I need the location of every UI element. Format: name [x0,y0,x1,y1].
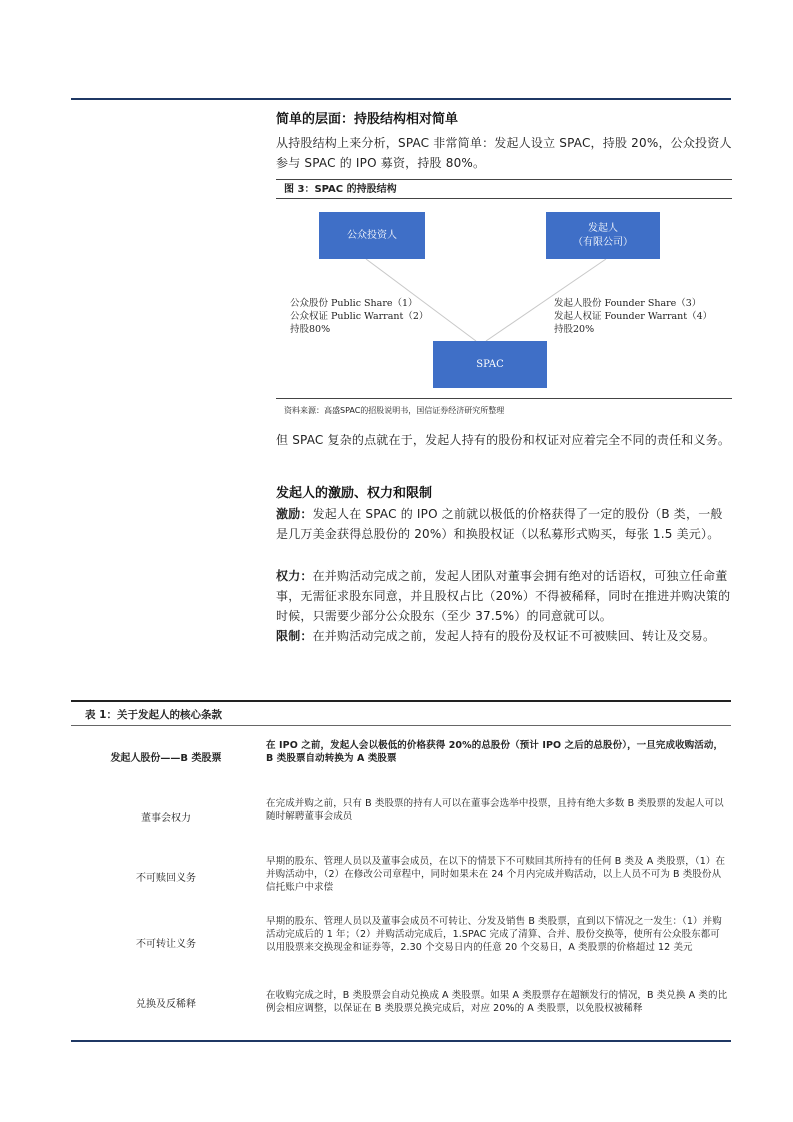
table-row-label: 不可转让义务 [136,939,196,950]
table-row-text: 早期的股东、管理人员以及董事会成员，在以下的情景下不可赎回其所持有的任何 B 类及 A 类股票，（1）在并购活动中，（2）在修改公司章程中，同时如果未在 24 个月内完成并购活动，以上人员不可为 B 类股份从信托账户中求偿 [266,856,726,893]
table-row-text: 在完成并购之前，只有 B 类股票的持有人可以在董事会选举中投票，且持有绝大多数 B 类股票的发起人可以随时解聘董事会成员 [266,798,724,822]
paragraph-incentive [276,504,732,544]
founder-warrant-label: 发起人权证 Founder Warrant（4） [554,311,713,322]
incentive-text: 发起人在 SPAC 的 IPO 之前就以极低的价格获得了一定的股份（B 类，一般是几万美金获得总股份的 20%）和换股权证（以私募形式购买，每张 1.5 美元）。 [276,507,723,541]
power-label: 权力： [276,569,313,583]
paragraph-structure: 从持股结构上来分析，SPAC 非常简单：发起人设立 SPAC，持股 20%，公众投资人参与 SPAC 的 IPO 募资，持股 80%。 [276,136,732,170]
limit-label: 限制： [276,629,313,643]
founder-box [546,212,660,259]
table-title: 表 1：关于发起人的核心条款 [71,700,731,726]
table-row-label: 董事会权力 [141,813,191,824]
spac-box: SPAC [433,341,547,388]
ownership-diagram [276,199,732,398]
public-investor-box: 公众投资人 [319,212,425,259]
section-heading-structure: 简单的层面：持股结构相对简单 [276,112,459,127]
table-row-text: 在 IPO 之前，发起人会以极低的价格获得 20%的总股份（预计 IPO 之后的总股份），一旦完成收购活动，B 类股票自动转换为 A 类股票 [266,740,724,764]
public-holdings-labels [290,297,428,336]
table-row-label: 发起人股份——B 类股票 [110,753,222,764]
founder-stake-label: 持股20% [554,324,595,335]
power-text: 在并购活动完成之前，发起人团队对董事会拥有绝对的话语权，可独立任命董事，无需征求股东同意，并且股权占比（20%）不得被稀释，同时在推进并购决策的时候，只需要少部分公众股东（至少 37.5%）的同意就可以。 [276,569,731,623]
founder-holdings-labels [554,297,712,336]
founder-box-line1: 发起人 [588,222,618,234]
founder-share-label: 发起人股份 Founder Share（3） [554,298,702,309]
paragraph-complexity: 但 SPAC 复杂的点就在于，发起人持有的股份和权证对应着完全不同的责任和义务。 [276,433,731,447]
figure-title: 图 3：SPAC 的持股结构 [276,179,732,199]
founder-box-line2: （有限公司） [573,236,633,248]
footer-rule [71,1040,731,1042]
limit-text: 在并购活动完成之前，发起人持有的股份及权证不可被赎回、转让及交易。 [312,629,716,643]
figure-source: 资料来源：高盛SPAC的招股说明书，国信证券经济研究所整理 [276,398,732,416]
table-row-text: 早期的股东、管理人员以及董事会成员不可转让、分发及销售 B 类股票，直到以下情况之一发生：（1）并购活动完成后的 1 年；（2）并购活动完成后，1.SPAC 完成了清算、合并、股份交换等，使所有公众股东都可以用股票来交换现金和证券等，2.30 个交易日内的任意 20 个交易日，A 类股票的价格超过 12 美元 [266,916,722,953]
incentive-label: 激励： [276,507,313,521]
paragraph-limit [276,626,732,646]
paragraph-power [276,566,732,626]
section-heading-founder: 发起人的激励、权力和限制 [276,486,433,501]
table-row-label: 兑换及反稀释 [136,999,196,1010]
table-row-label: 不可赎回义务 [136,873,196,884]
table-row-text: 在收购完成之时，B 类股票会自动兑换成 A 类股票。如果 A 类股票存在超额发行的情况，B 类兑换 A 类的比例会相应调整，以保证在 B 类股票兑换完成后，对应 20%的 A 类股票，以免股权被稀释 [266,990,728,1014]
public-stake-label: 持股80% [290,324,331,335]
header-rule [71,98,731,100]
public-share-label: 公众股份 Public Share（1） [290,298,418,309]
public-warrant-label: 公众权证 Public Warrant（2） [290,311,429,322]
